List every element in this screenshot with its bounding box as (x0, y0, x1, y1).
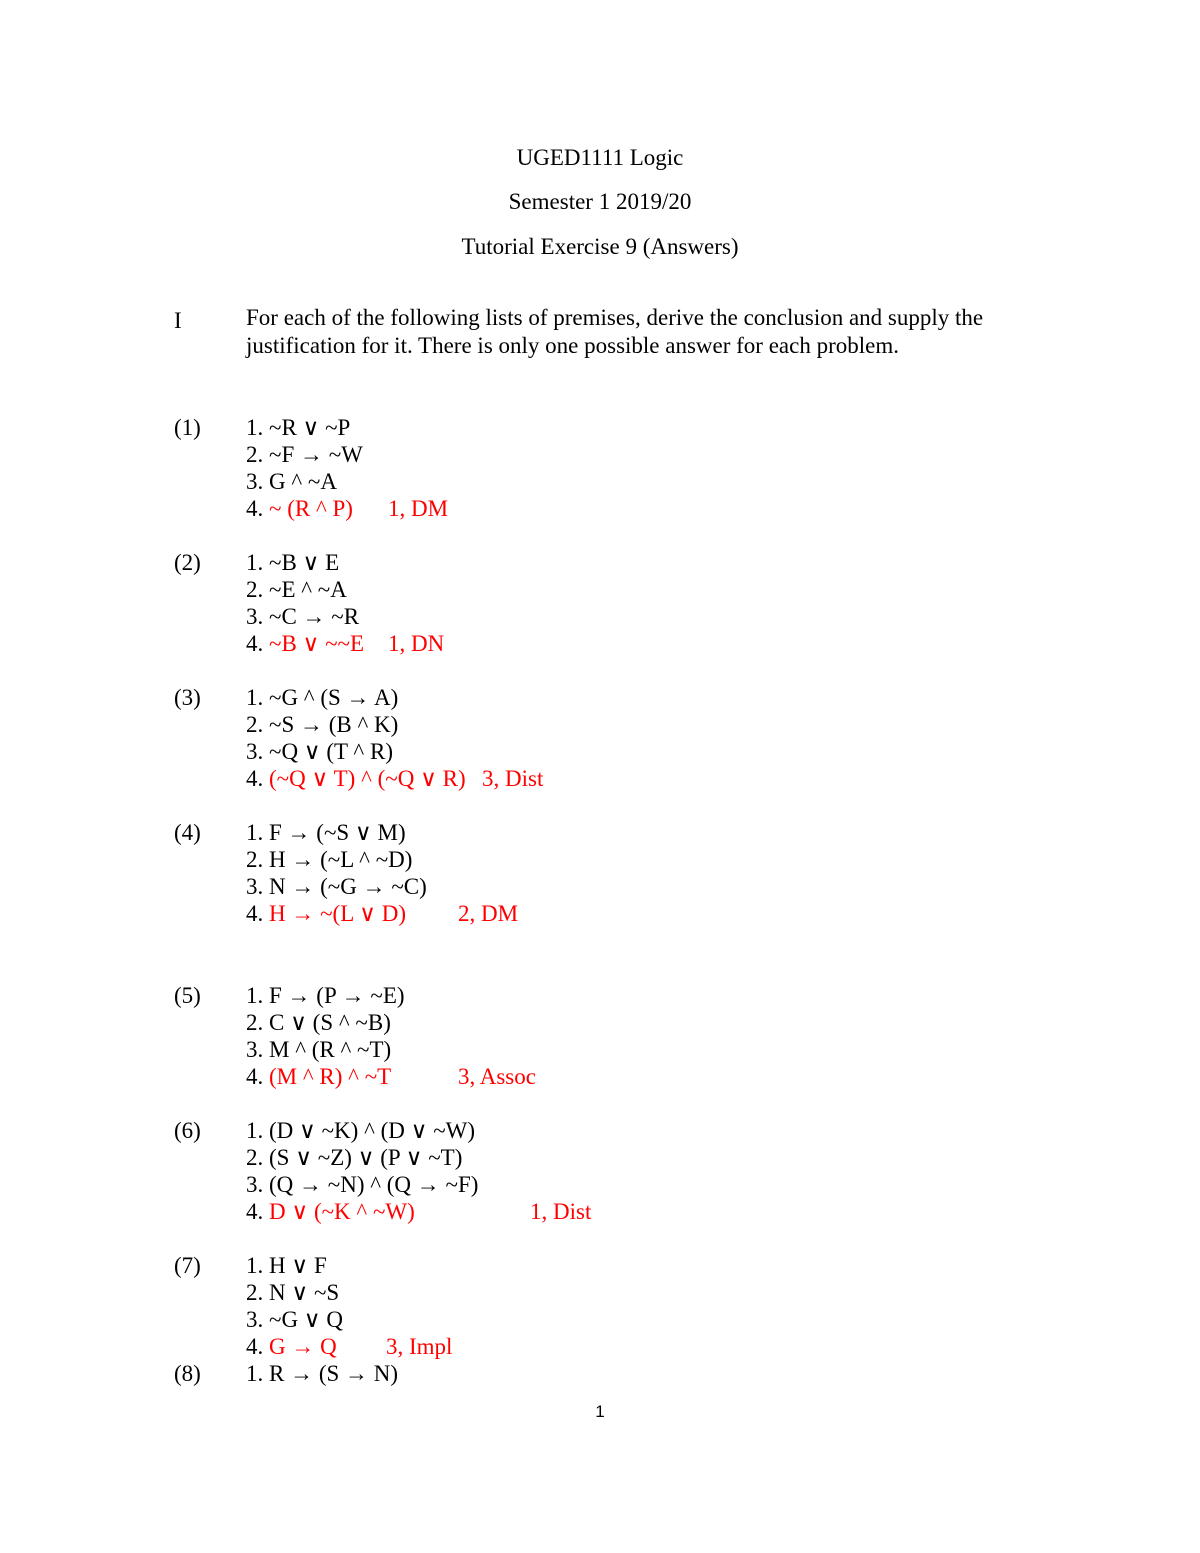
premise-line: 1. ~G ^ (S → A) (246, 685, 399, 710)
answer-line (246, 1200, 415, 1223)
answer-line (246, 902, 406, 925)
answer-line (246, 497, 353, 520)
premise-line: 2. ~E ^ ~A (246, 577, 347, 602)
semester-line: Semester 1 2019/20 (508, 189, 692, 214)
problem-label: (1) (174, 415, 201, 440)
premise-line: 3. (Q → ~N) ^ (Q → ~F) (246, 1172, 479, 1197)
answer-justification: 1, DN (388, 631, 445, 656)
premise-line: 1. ~B ∨ E (246, 550, 340, 575)
premise-line: 2. C ∨ (S ^ ~B) (246, 1010, 391, 1035)
answer-line (246, 1065, 391, 1088)
section-instructions: For each of the following lists of premises, derive the conclusion and supply the justification for it. There is only one possible answer for each problem. (246, 305, 984, 358)
answer-formula: H → ~(L ∨ D) (269, 901, 407, 926)
answer-justification: 1, Dist (530, 1199, 592, 1224)
problem-label: (6) (174, 1118, 201, 1143)
answer-formula: D ∨ (~K ^ ~W) (269, 1199, 415, 1224)
course-title: UGED1111 Logic (516, 145, 684, 170)
page-number: 1 (595, 1402, 605, 1421)
problem-label: (8) (174, 1361, 201, 1386)
problem-label: (5) (174, 983, 201, 1008)
answer-line (246, 767, 466, 790)
answer-formula: ~ (R ^ P) (269, 496, 353, 521)
answer-justification: 3, Assoc (458, 1064, 536, 1089)
premise-line: 3. ~G ∨ Q (246, 1307, 343, 1332)
premise-line: 1. F → (~S ∨ M) (246, 820, 406, 845)
answer-prefix: 4. (246, 1064, 269, 1089)
problem-label: (7) (174, 1253, 201, 1278)
premise-line: 2. ~F → ~W (246, 442, 363, 467)
section-number: I (174, 308, 182, 333)
premise-line: 2. N ∨ ~S (246, 1280, 340, 1305)
answer-prefix: 4. (246, 1199, 269, 1224)
answer-formula: (M ^ R) ^ ~T (269, 1064, 392, 1089)
premise-line: 1. F → (P → ~E) (246, 983, 405, 1008)
answer-formula: ~B ∨ ~~E (269, 631, 365, 656)
premise-line: 3. ~Q ∨ (T ^ R) (246, 739, 393, 764)
answer-justification: 3, Impl (386, 1334, 453, 1359)
premise-line: 3. M ^ (R ^ ~T) (246, 1037, 392, 1062)
problem-label: (4) (174, 820, 201, 845)
premise-line: 1. (D ∨ ~K) ^ (D ∨ ~W) (246, 1118, 476, 1143)
premise-line: 2. H → (~L ^ ~D) (246, 847, 413, 872)
premise-line: 3. ~C → ~R (246, 604, 360, 629)
premise-line: 1. H ∨ F (246, 1253, 327, 1278)
answer-formula: (~Q ∨ T) ^ (~Q ∨ R) (269, 766, 466, 791)
answer-prefix: 4. (246, 1334, 269, 1359)
exercise-title: Tutorial Exercise 9 (Answers) (461, 234, 739, 259)
problem-label: (3) (174, 685, 201, 710)
premise-line: 3. G ^ ~A (246, 469, 337, 494)
answer-prefix: 4. (246, 631, 269, 656)
premise-line: 1. R → (S → N) (246, 1361, 399, 1386)
answer-prefix: 4. (246, 901, 269, 926)
answer-justification: 3, Dist (482, 766, 544, 791)
answer-justification: 1, DM (388, 496, 449, 521)
premise-line: 1. ~R ∨ ~P (246, 415, 351, 440)
premise-line: 2. (S ∨ ~Z) ∨ (P ∨ ~T) (246, 1145, 463, 1170)
answer-line (246, 1335, 337, 1358)
answer-prefix: 4. (246, 496, 269, 521)
premise-line: 3. N → (~G → ~C) (246, 874, 427, 899)
answer-line (246, 632, 364, 655)
premise-line: 2. ~S → (B ^ K) (246, 712, 399, 737)
answer-prefix: 4. (246, 766, 269, 791)
answer-justification: 2, DM (458, 901, 519, 926)
answer-formula: G → Q (269, 1334, 337, 1359)
problem-label: (2) (174, 550, 201, 575)
